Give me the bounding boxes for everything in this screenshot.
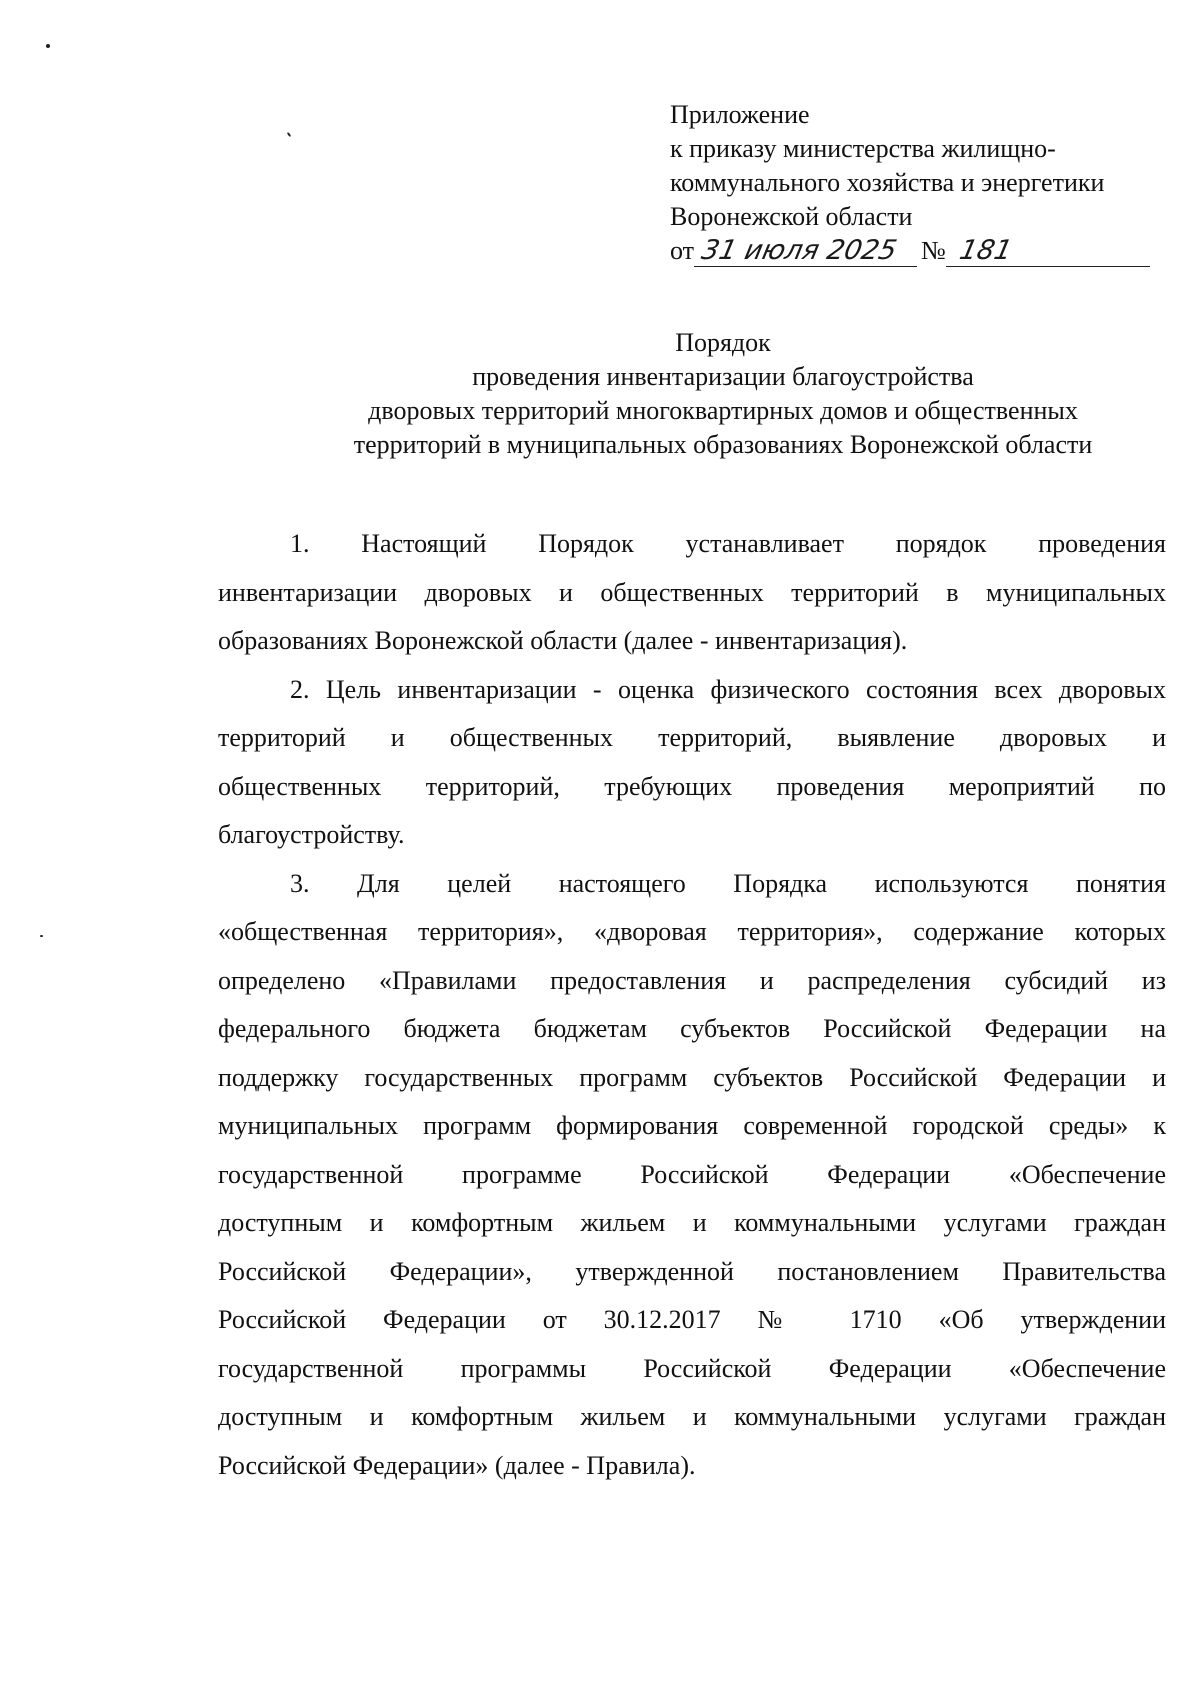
- handwritten-date: 31 июля 2025: [698, 235, 900, 266]
- text-line: доступным и комфортным жильем и коммунальными услугами граждан: [218, 1208, 1166, 1237]
- date-prefix: от: [670, 236, 695, 265]
- scan-speck: [46, 44, 50, 48]
- text-line: государственной программы Российской Федерации «Обеспечение: [218, 1353, 1166, 1383]
- text-line: поддержку государственных программ субъектов Российской Федерации и: [218, 1062, 1166, 1092]
- order-date-number-line: [670, 234, 1170, 268]
- text-line: Российской Федерации», утвержденной постановлением Правительства: [218, 1256, 1166, 1286]
- paragraph-3: [218, 860, 1166, 1491]
- text-line: территорий и общественных территорий, выявление дворовых и: [218, 723, 1166, 752]
- text-line: 3. Для целей настоящего Порядка используются понятия: [290, 868, 1166, 898]
- text-line: муниципальных программ формирования современной городской среды» к: [218, 1111, 1166, 1140]
- text-line: общественных территорий, требующих проведения мероприятий по: [218, 771, 1166, 801]
- title-line-2: проведения инвентаризации благоустройства: [472, 362, 974, 391]
- document-title: [0, 326, 1200, 462]
- scan-speck: [40, 935, 43, 937]
- text-line: федерального бюджета бюджетам субъектов Российской Федерации на: [218, 1014, 1166, 1043]
- number-field: [946, 236, 1150, 267]
- text-line: инвентаризации дворовых и общественных территорий в муниципальных: [218, 577, 1166, 607]
- appendix-line-3: коммунального хозяйства и энергетики: [670, 168, 1105, 197]
- title-line-1: Порядок: [675, 328, 771, 357]
- text-line: Российской Федерации» (далее - Правила).: [218, 1450, 696, 1480]
- scan-speck: [287, 132, 292, 137]
- text-line: определено «Правилами предоставления и распределения субсидий из: [218, 965, 1166, 995]
- paragraph-2: [218, 666, 1166, 860]
- paragraph-1: [218, 520, 1166, 666]
- date-field: [694, 236, 917, 267]
- text-line: 2. Цель инвентаризации - оценка физического состояния всех дворовых: [290, 674, 1166, 704]
- appendix-line-4: Воронежской области: [670, 202, 913, 231]
- text-line: «общественная территория», «дворовая территория», содержание которых: [218, 917, 1166, 946]
- text-line: государственной программе Российской Федерации «Обеспечение: [218, 1159, 1166, 1189]
- appendix-line-2: к приказу министерства жилищно-: [670, 134, 1056, 163]
- handwritten-number: 181: [956, 235, 1015, 266]
- text-line: образованиях Воронежской области (далее - инвентаризация).: [218, 626, 908, 655]
- appendix-header: [670, 98, 1170, 268]
- text-line: благоустройству.: [218, 820, 405, 849]
- title-line-4: территорий в муниципальных образованиях Воронежской области: [353, 430, 1093, 459]
- number-prefix: №: [921, 236, 946, 265]
- text-line: доступным и комфортным жильем и коммунальными услугами граждан: [218, 1402, 1166, 1431]
- document-body: [218, 520, 1166, 1490]
- appendix-line-1: Приложение: [670, 100, 810, 129]
- text-line: 1. Настоящий Порядок устанавливает порядок проведения: [290, 529, 1166, 558]
- title-line-3: дворовых территорий многоквартирных домов и общественных: [368, 396, 1078, 425]
- text-line: Российской Федерации от 30.12.2017 № 1710 «Об утверждении: [218, 1305, 1166, 1334]
